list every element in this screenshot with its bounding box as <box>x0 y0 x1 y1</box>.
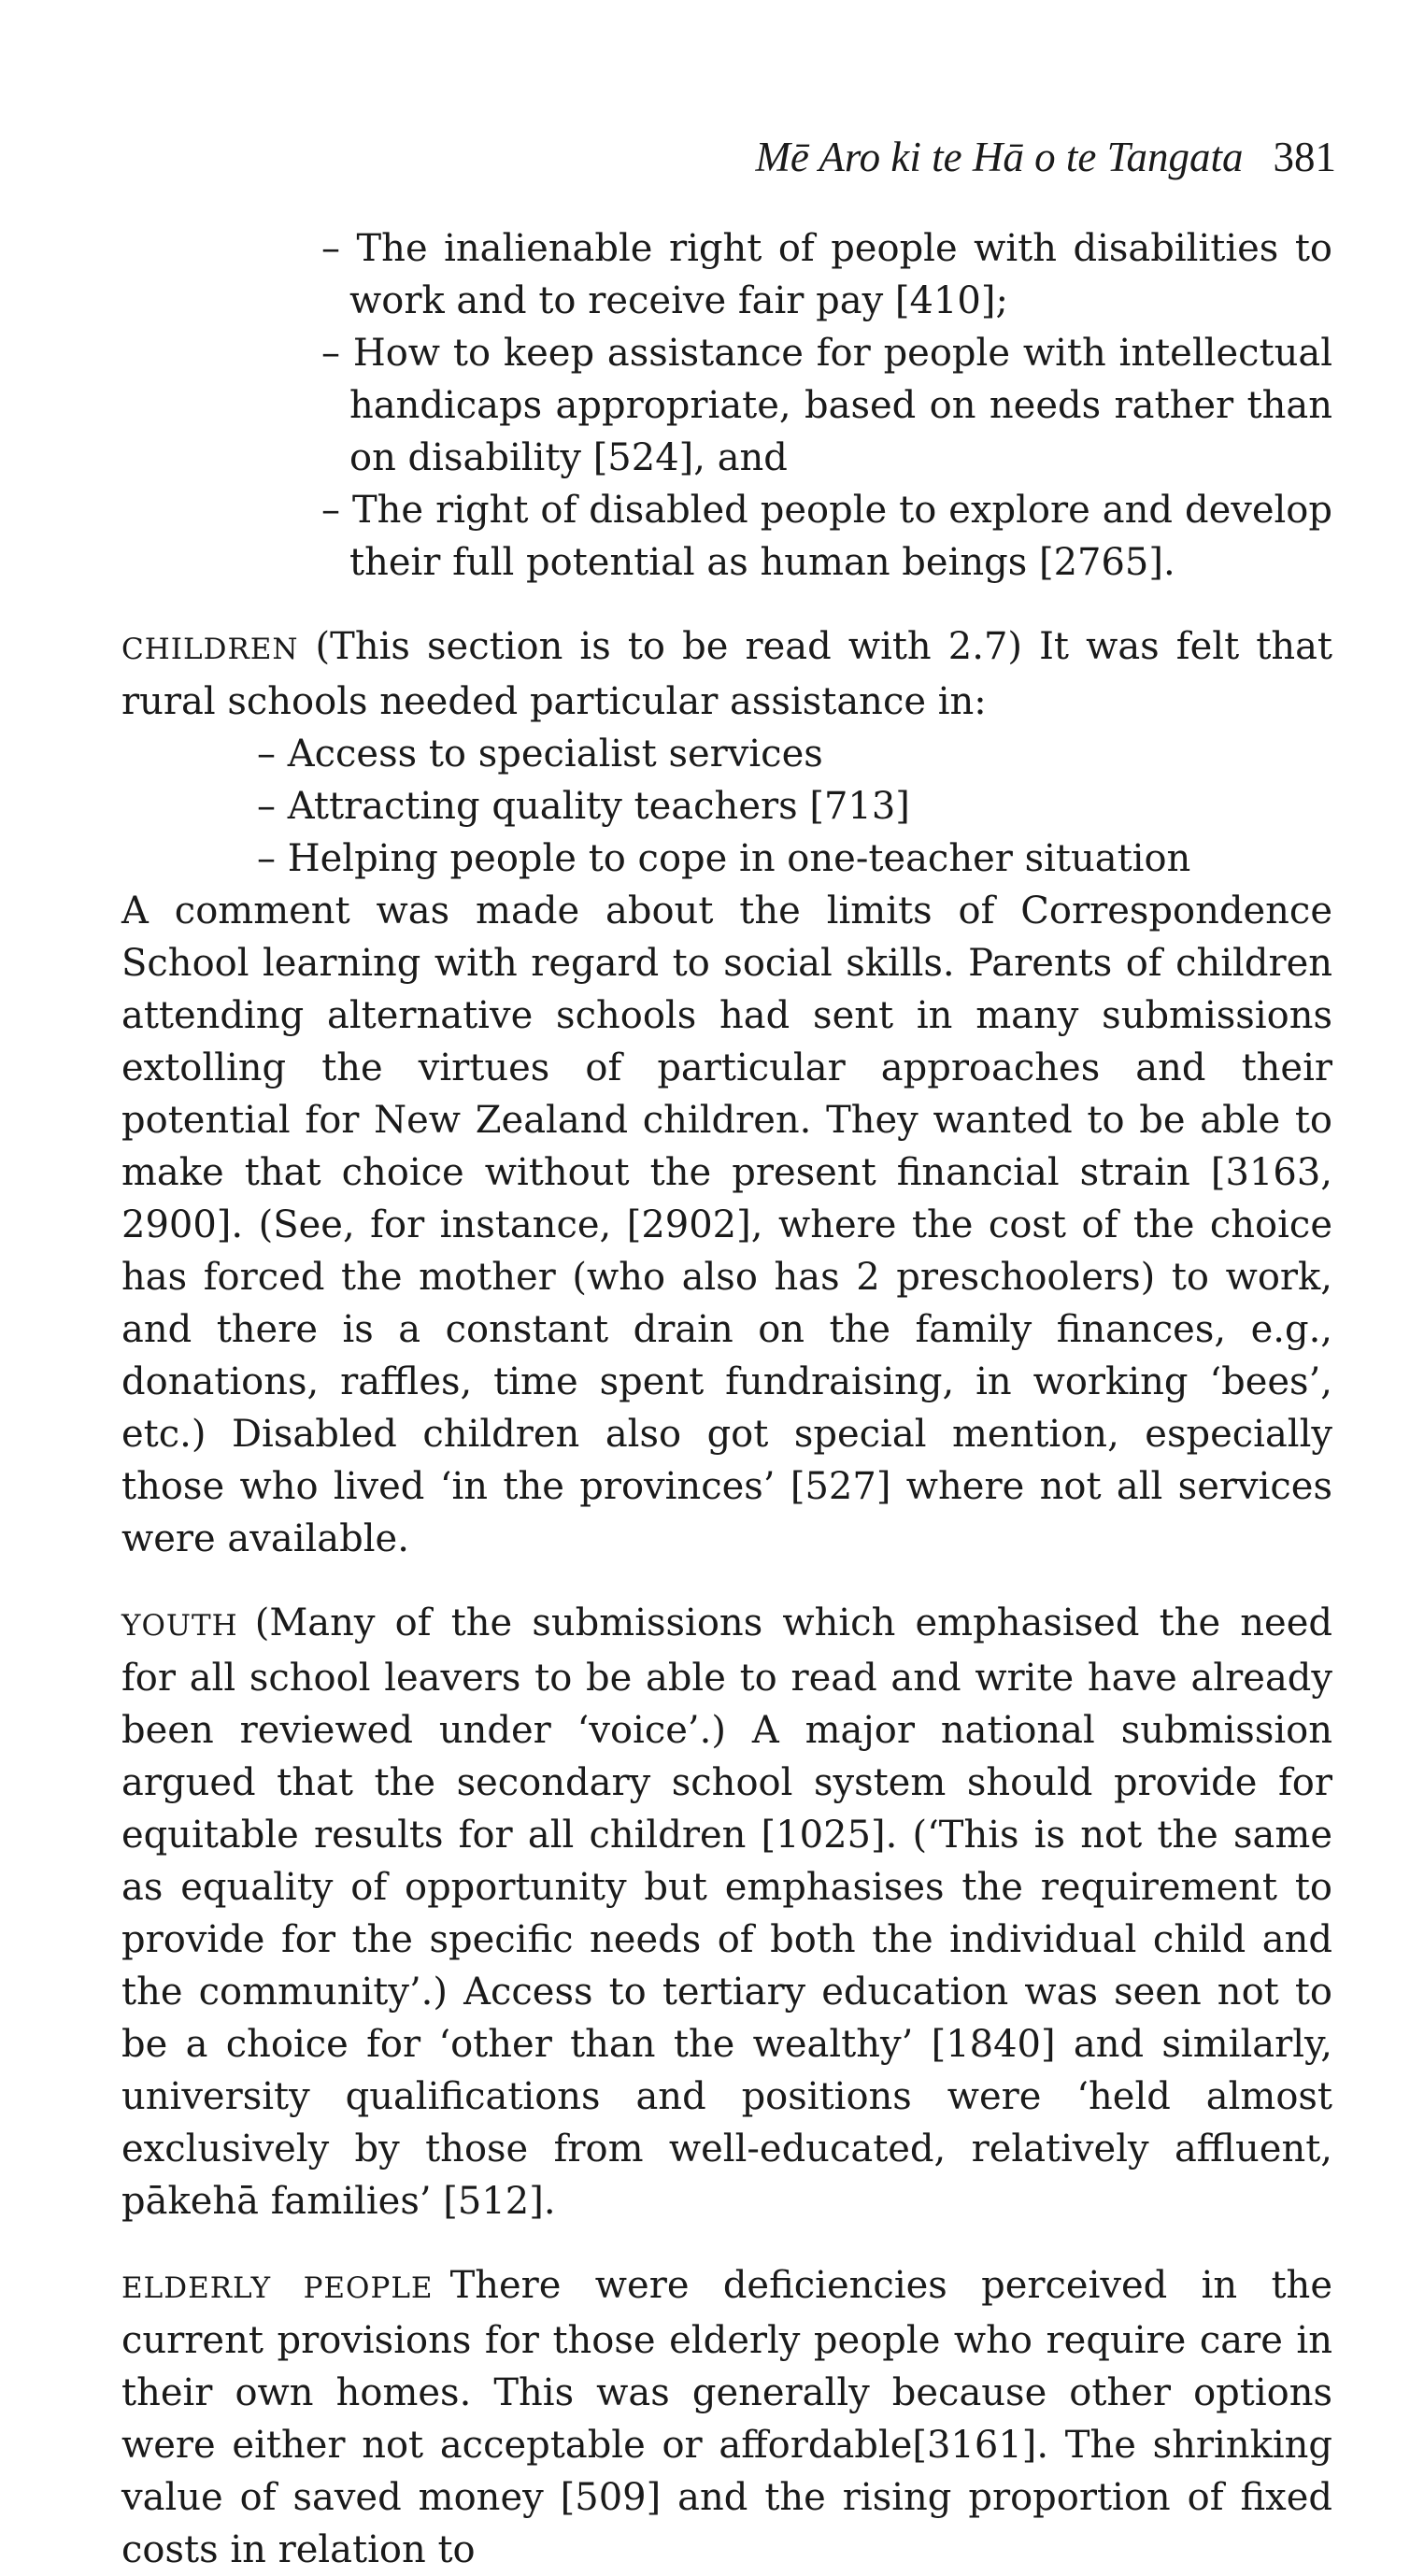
section-heading-children: CHILDREN <box>121 633 299 666</box>
children-body: A comment was made about the limits of Correspondence School learning with regard to social skills. Parents of children attending alternative schools had sent in many submissions extolling the virtues of particular approaches and their potential for New Zealand children. They wanted to be able to make that choice without the present financial strain [3163, 2900]. (See, for instance, [2902], where the cost of the choice has forced the mother (who also has 2 preschoolers) to work, and there is a constant drain on the family finances, e.g., donations, raffles, time spent fundraising, in working ‘bees’, etc.) Disabled children also got special mention, especially those who lived ‘in the provinces’ [527] where not all services were available. <box>121 890 1332 1560</box>
children-intro <box>121 620 1332 728</box>
page-number: 381 <box>1273 134 1336 180</box>
list-item: – The right of disabled people to explore and develop their full potential as human beings [2765]. <box>321 489 1332 584</box>
section-heading-youth: YOUTH <box>121 1609 238 1643</box>
running-header <box>121 131 1336 183</box>
children-intro-text: (This section is to be read with 2.7) It was felt that rural schools needed particular assistance in: <box>121 625 1332 723</box>
list-item: – Attracting quality teachers [713] <box>257 785 910 828</box>
disability-list <box>121 222 1332 589</box>
running-title: Mē Aro ki te Hā o te Tangata <box>755 134 1244 180</box>
elderly-body: There were deficiencies perceived in the current provisions for those elderly people who require care in their own homes. This was generally because other options were either not acceptable or affordable[3161]. The shrinking value of saved money [509] and the rising proportion of fixed costs in relation to <box>121 2264 1332 2571</box>
list-item: – Helping people to cope in one-teacher situation <box>257 837 1191 880</box>
youth-paragraph <box>121 1597 1332 2227</box>
page-body <box>121 222 1332 2576</box>
list-item: – The inalienable right of people with disabilities to work and to receive fair pay [410]; <box>321 227 1332 322</box>
section-youth <box>121 1597 1332 2227</box>
section-elderly <box>121 2259 1332 2576</box>
list-item: – How to keep assistance for people with intellectual handicaps appropriate, based on needs rather than on disability [524], and <box>321 332 1332 479</box>
section-children <box>121 620 1332 1565</box>
youth-body: (Many of the submissions which emphasised the need for all school leavers to be able to read and write have already been reviewed under ‘voice’.) A major national submission argued that the secondary school system should provide for equitable results for all children [1025]. (‘This is not the same as equality of opportunity but emphasises the requirement to provide for the specific needs of both the individual child and the community’.) Access to tertiary education was seen not to be a choice for ‘other than the wealthy’ [1840] and similarly, university qualifications and positions were ‘held almost exclusively by those from well-educated, relatively affluent, pākehā families’ [512]. <box>121 1601 1332 2223</box>
list-item: – Access to specialist services <box>257 733 823 776</box>
section-heading-elderly: ELDERLY PEOPLE <box>121 2271 434 2305</box>
elderly-paragraph <box>121 2259 1332 2576</box>
